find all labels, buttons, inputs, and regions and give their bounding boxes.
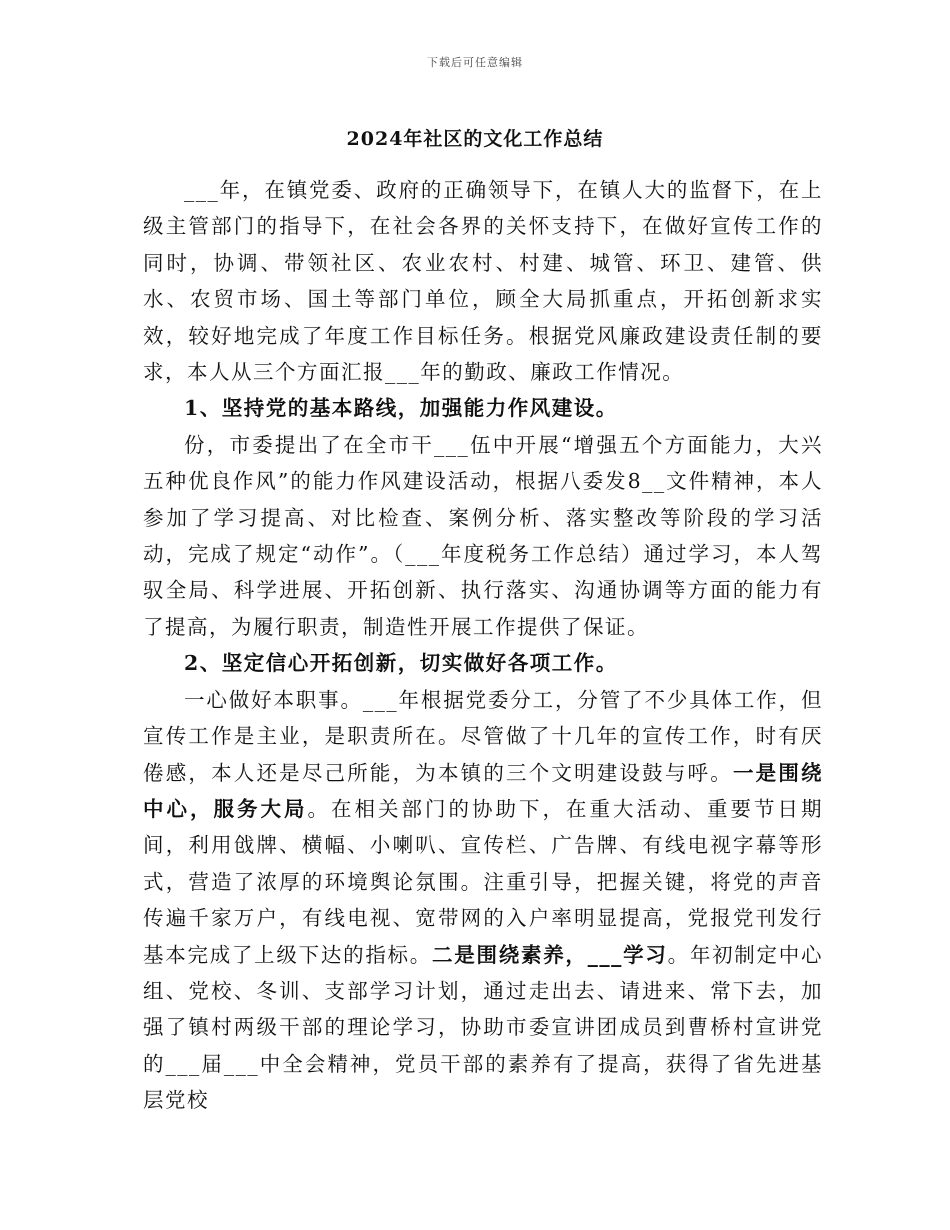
paragraph-intro: ___年，在镇党委、政府的正确领导下，在镇人大的监督下，在上级主管部门的指导下，在社会各界的关怀支持下，在做好宣传工作的同时，协调、带领社区、农业农村、村建、城管、环卫、建管、供水、农贸市场、国土等部门单位，顾全大局抓重点，开拓创新求实效，较好地完成了年度工作目标任务。根据党风廉政建设责任制的要求，本人从三个方面汇报___年的勤政、廉政工作情况。 — [143, 178, 823, 385]
bold-point-2: 二是围绕素养，___学习 — [432, 942, 668, 967]
paragraph-section-2 — [143, 682, 823, 1119]
document-body — [143, 172, 823, 1119]
section-heading-2: 2、坚定信心开拓创新，切实做好各项工作。 — [184, 651, 618, 676]
paragraph-section-2-text-a: 一心做好本职事。___年根据党委分工，分管了不少具体工作，但宣传工作是主业，是职责所在。尽管做了十几年的宣传工作，时有厌倦感，本人还是尽己所能，为本镇的三个文明建设鼓与呼。 — [143, 687, 823, 785]
paragraph-section-2-text-e: 。年初制定中心组、党校、冬训、支部学习计划，通过走出去、请进来、常下去，加强了镇村两级干部的理论学习，协助市委宣讲团成员到曹桥村宣讲党的___届___中全会精神，党员干部的素养有了提高，获得了省先进基层党校 — [143, 942, 824, 1113]
paragraph-section-1: 份，市委提出了在全市干___伍中开展“增强五个方面能力，大兴五种优良作风”的能力作风建设活动，根据八委发8__文件精神，本人参加了学习提高、对比检查、案例分析、落实整改等阶段的学习活动，完成了规定“动作”。（___年度税务工作总结）通过学习，本人驾驭全局、科学进展、开拓创新、执行落实、沟通协调等方面的能力有了提高，为履行职责，制造性开展工作提供了保证。 — [143, 432, 823, 639]
paragraph-section-2-text-c: 。在相关部门的协助下，在重大活动、重要节日期间，利用戗牌、横幅、小喇叭、宣传栏、广告牌、有线电视字幕等形式，营造了浓厚的环境舆论氛围。注重引导，把握关键，将党的声音传遍千家万户，有线电视、宽带网的入户率明显提高，党报党刊发行基本完成了上级下达的指标。 — [143, 796, 823, 967]
section-heading-1: 1、坚持党的基本路线，加强能力作风建设。 — [184, 396, 618, 421]
bold-point-1: 一是围绕中心，服务大局 — [143, 760, 824, 821]
header-note: 下载后可任意编辑 — [427, 56, 523, 69]
document-title: 2024年社区的文化工作总结 — [346, 128, 604, 150]
